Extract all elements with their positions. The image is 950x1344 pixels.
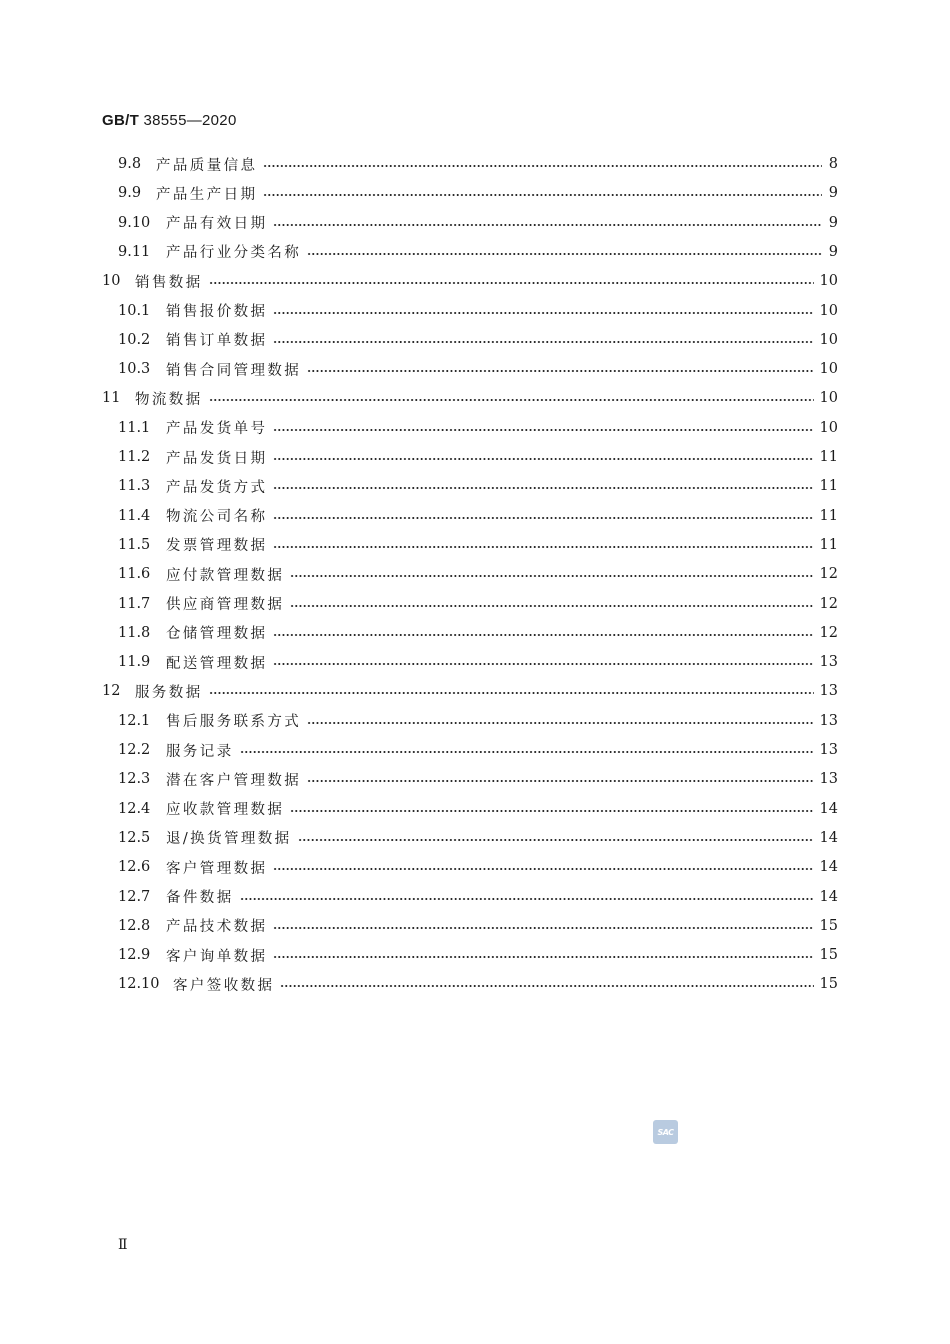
dot-leader <box>263 165 822 167</box>
toc-entry-page: 10 <box>819 331 838 348</box>
toc-entry-title: 服务数据 <box>135 684 203 701</box>
toc-entry-title: 配送管理数据 <box>166 655 268 672</box>
toc-entry-title: 备件数据 <box>166 890 234 906</box>
toc-entry[interactable] <box>118 563 838 585</box>
toc-entry[interactable] <box>118 329 838 351</box>
toc-entry[interactable] <box>118 505 838 527</box>
toc-entry-page: 11 <box>819 507 838 524</box>
toc-entry-title: 销售订单数据 <box>166 333 268 350</box>
toc-entry[interactable] <box>118 534 838 556</box>
toc-entry[interactable] <box>118 182 838 204</box>
toc-entry-number: 10.2 <box>118 331 151 348</box>
toc-entry-number: 12.2 <box>118 742 151 758</box>
page-number: Ⅱ <box>118 1237 128 1253</box>
toc-entry[interactable] <box>118 944 838 966</box>
toc-entry-title: 产品行业分类名称 <box>166 245 302 262</box>
toc-entry-number: 12.9 <box>118 947 151 964</box>
dot-leader <box>273 634 813 636</box>
toc-entry-title: 仓储管理数据 <box>166 626 268 643</box>
toc-entry-page: 13 <box>819 771 838 788</box>
dot-leader <box>307 370 813 372</box>
dot-leader <box>273 429 813 431</box>
toc-entry-page: 14 <box>819 888 838 905</box>
toc-entry[interactable] <box>118 417 838 439</box>
toc-entry-number: 9.8 <box>118 156 142 172</box>
toc-entry-title: 发票管理数据 <box>166 538 268 555</box>
toc-entry-title: 产品发货方式 <box>166 479 268 496</box>
toc-entry-number: 12.1 <box>118 712 151 729</box>
toc-entry-title: 产品生产日期 <box>156 186 258 203</box>
toc-entry-title: 客户管理数据 <box>166 860 268 877</box>
toc-entry-title: 产品有效日期 <box>166 216 268 233</box>
toc-entry-number: 9.11 <box>118 243 151 260</box>
toc-entry-number: 11.9 <box>118 654 151 671</box>
toc-entry-page: 15 <box>819 917 838 934</box>
toc-entry-number: 12.7 <box>118 888 151 905</box>
toc-entry-page: 8 <box>828 156 838 172</box>
toc-entry-page: 9 <box>828 185 838 202</box>
toc-entry-title: 销售数据 <box>135 274 203 291</box>
toc-entry-number: 11.7 <box>118 595 151 612</box>
toc-entry-title: 服务记录 <box>166 743 234 760</box>
toc-entry-title: 应收款管理数据 <box>166 802 285 819</box>
toc-entry-number: 10 <box>102 273 121 290</box>
toc-entry-page: 11 <box>819 478 838 495</box>
toc-entry-page: 9 <box>828 243 838 260</box>
toc-entry-page: 15 <box>819 976 838 993</box>
toc-entry-number: 9.9 <box>118 185 142 202</box>
toc-entry[interactable] <box>118 827 838 849</box>
dot-leader <box>240 898 814 900</box>
toc-entry[interactable] <box>118 241 838 263</box>
dot-leader <box>273 927 813 929</box>
toc-entry[interactable] <box>118 886 838 908</box>
toc-entry[interactable] <box>118 739 838 761</box>
toc-entry-number: 11 <box>102 390 121 407</box>
toc-entry[interactable] <box>118 358 838 380</box>
toc-entry-title: 客户签收数据 <box>173 977 275 994</box>
toc-entry[interactable] <box>118 710 838 732</box>
toc-entry-page: 9 <box>828 214 838 231</box>
toc-entry[interactable] <box>118 153 838 175</box>
dot-leader <box>273 517 813 519</box>
toc-entry-page: 15 <box>819 947 838 964</box>
toc-entry-page: 12 <box>819 566 838 583</box>
document-header <box>102 112 237 129</box>
toc-entry[interactable] <box>118 915 838 937</box>
toc-entry-title: 应付款管理数据 <box>166 567 285 584</box>
toc-entry-number: 9.10 <box>118 214 151 231</box>
toc-entry[interactable] <box>118 651 838 673</box>
dot-leader <box>307 253 822 255</box>
toc-entry-number: 12.8 <box>118 917 151 934</box>
toc-entry-page: 10 <box>819 361 838 378</box>
toc-entry[interactable] <box>118 300 838 322</box>
toc-entry[interactable] <box>118 973 838 995</box>
dot-leader <box>273 341 813 343</box>
toc-entry-title: 客户询单数据 <box>166 948 268 965</box>
toc-entry-number: 10.1 <box>118 302 151 319</box>
dot-leader <box>273 312 813 314</box>
toc-entry-title: 潜在客户管理数据 <box>166 772 302 789</box>
toc-entry-title: 产品发货日期 <box>166 450 268 467</box>
dot-leader <box>263 194 822 196</box>
dot-leader <box>209 399 814 401</box>
dot-leader <box>290 810 813 812</box>
toc-entry[interactable] <box>102 387 838 409</box>
toc-entry-title: 物流公司名称 <box>166 509 268 526</box>
toc-entry-number: 12 <box>102 683 121 700</box>
dot-leader <box>290 605 813 607</box>
dot-leader <box>273 546 813 548</box>
toc-entry-page: 10 <box>819 273 838 290</box>
dot-leader <box>273 487 813 489</box>
dot-leader <box>209 282 814 284</box>
toc-entry-page: 13 <box>819 654 838 671</box>
dot-leader <box>273 956 813 958</box>
dot-leader <box>307 780 813 782</box>
toc-entry-title: 销售报价数据 <box>166 304 268 320</box>
toc-entry-number: 11.2 <box>118 449 151 465</box>
dot-leader <box>280 985 813 987</box>
dot-leader <box>273 663 813 665</box>
toc-entry-number: 12.6 <box>118 859 151 876</box>
dot-leader <box>298 839 814 841</box>
toc-entry-page: 14 <box>819 859 838 876</box>
toc-entry-number: 11.1 <box>118 419 151 436</box>
toc-entry-number: 11.8 <box>118 624 151 641</box>
toc-entry[interactable] <box>118 446 838 468</box>
toc-entry-number: 12.4 <box>118 800 151 817</box>
toc-entry-page: 12 <box>819 624 838 641</box>
dot-leader <box>307 722 813 724</box>
toc-entry[interactable] <box>102 270 838 292</box>
toc-entry-number: 10.3 <box>118 361 151 378</box>
toc-entry-number: 11.5 <box>118 536 151 553</box>
standard-code: 38555—2020 <box>143 112 237 129</box>
toc-entry-page: 10 <box>819 302 838 319</box>
toc-entry-number: 12.3 <box>118 771 151 788</box>
toc-entry-title: 产品技术数据 <box>166 919 268 936</box>
toc-entry[interactable] <box>118 475 838 497</box>
toc-entry-page: 10 <box>819 390 838 407</box>
toc-entry-page: 14 <box>819 800 838 817</box>
toc-entry[interactable] <box>118 593 838 615</box>
toc-entry-title: 产品发货单号 <box>166 421 268 438</box>
toc-entry-page: 13 <box>819 683 838 700</box>
toc-entry-page: 13 <box>819 742 838 758</box>
toc-entry[interactable] <box>118 768 838 790</box>
toc-entry[interactable] <box>118 798 838 820</box>
toc-entry-page: 14 <box>819 829 838 846</box>
toc-entry-title: 物流数据 <box>135 391 203 408</box>
toc-entry[interactable] <box>118 622 838 644</box>
toc-entry-number: 12.10 <box>118 976 160 993</box>
toc-entry[interactable] <box>102 680 838 702</box>
toc-entry-page: 13 <box>819 712 838 729</box>
toc-entry-title: 销售合同管理数据 <box>166 362 302 379</box>
toc-entry-number: 11.3 <box>118 478 151 495</box>
dot-leader <box>273 458 813 460</box>
toc-entry-number: 11.4 <box>118 507 151 524</box>
toc-entry-title: 供应商管理数据 <box>166 597 285 613</box>
toc-entry-number: 12.5 <box>118 829 151 846</box>
dot-leader <box>273 224 822 226</box>
standard-prefix: GB/T <box>102 112 140 129</box>
toc-entry-page: 11 <box>819 536 838 553</box>
toc-entry[interactable] <box>118 856 838 878</box>
toc-entry-title: 退/换货管理数据 <box>166 831 292 848</box>
dot-leader <box>209 692 814 694</box>
toc-entry-number: 11.6 <box>118 566 151 583</box>
toc-entry-title: 售后服务联系方式 <box>166 714 302 731</box>
sac-logo: SAC <box>653 1120 678 1144</box>
toc-entry-page: 12 <box>819 595 838 612</box>
toc-entry-page: 10 <box>819 419 838 436</box>
toc-entry[interactable] <box>118 212 838 234</box>
dot-leader <box>290 575 813 577</box>
dot-leader <box>240 751 814 753</box>
toc-entry-page: 11 <box>819 449 838 465</box>
toc-entry-title: 产品质量信息 <box>156 157 258 174</box>
dot-leader <box>273 868 813 870</box>
